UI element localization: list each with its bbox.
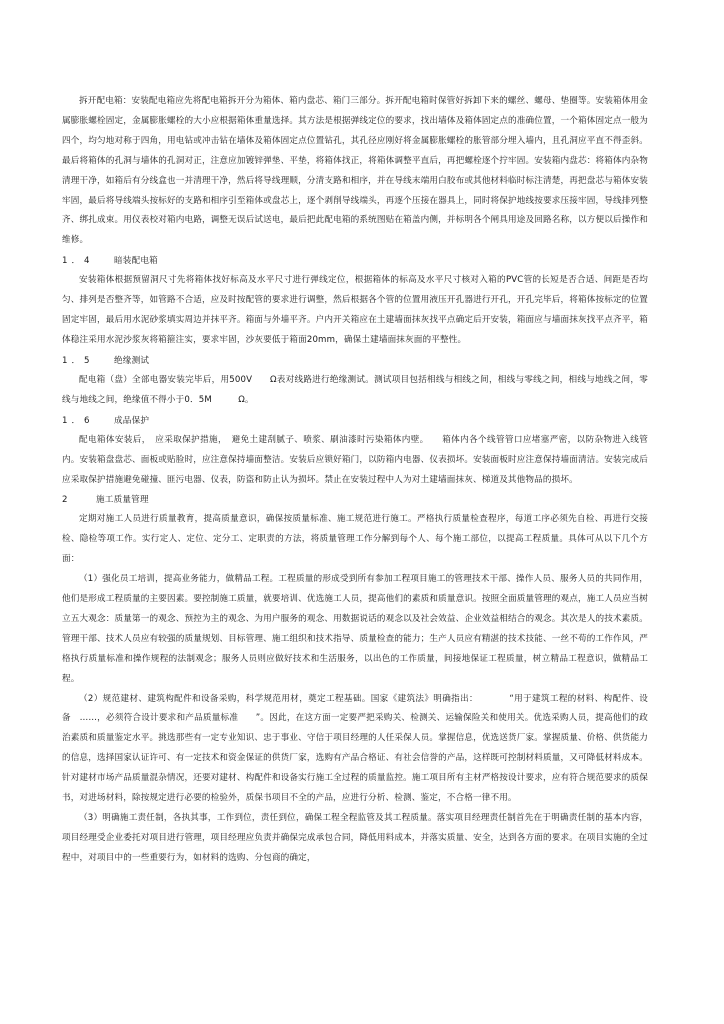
paragraph-insulation-test: 配电箱（盘）全部电器安装完毕后，用500V Ω表对线路进行绝缘测试。测试项目包括相线与相线之间，相线与零线之间，相线与地线之间，零线与地线之间，绝缘值不得小于0．5M Ω。 [62,374,648,405]
paragraph-open-distribution-box: 拆开配电箱：安装配电箱应先将配电箱拆开分为箱体、箱内盘芯、箱门三部分。拆开配电箱时保管好拆卸下来的螺丝、螺母、垫圈等。安装箱体用金属膨胀螺栓固定，金属膨胀螺栓的大小应根据箱体重量选择。其方法是根据弹线定位的要求，找出墙体及箱体固定点的准确位置，一个箱体固定点一般为四个，均匀地对称于四角，用电钻或冲击钻在墙体及箱体固定点位置钻孔，其孔径应刚好将金属膨胀螺栓的胀管部分埋入墙内，且孔洞应平直不得歪斜。最后将箱体的孔洞与墙体的孔洞对正，注意应加镀锌弹垫、平垫，将箱体找正，将箱体调整平直后，再把螺栓逐个拧牢固。安装箱内盘芯：将箱体内杂物清理干净，如箱后有分线盒也一并清理干净，然后将导线理顺，分清支路和相序，并在导线末端用白胶布或其他材料临时标注清楚，再把盘芯与箱体安装牢固，最后将导线端头按标好的支路和相序引至箱体或盘芯上，逐个剥削导线端头，再逐个压接在器具上，同时将保护地线按要求压接牢固，导线排列整齐、绑扎成束。用仪表校对箱内电路，调整无误后试送电，最后把此配电箱的系统图贴在箱盖内侧，并标明各个闸具用途及回路名称，以方便以后操作和维修。 [62,96,648,246]
heading-number: 1．4 [62,256,94,267]
paragraph-concealed-box: 安装箱体根据预留洞尺寸先将箱体找好标高及水平尺寸进行弹线定位，根据箱体的标高及水平尺寸核对入箱的PVC管的长短是否合适、间距是否均匀、排列是否整齐等，如管路不合适，应及时按配管的要求进行调整，然后根据各个管的位置用液压开孔器进行开孔，开孔完毕后，将箱体按标定的位置固定牢固，最后用水泥砂浆填实周边并抹平齐。箱面与外墙平齐。户内开关箱应在土建墙面抹灰找平点确定后开安装，箱面应与墙面抹灰找平点齐平，箱体稳注采用水泥沙浆灰将箱箍注实，要求牢固，沙灰要低于箱面20mm，确保土建墙面抹灰面的平整性。 [62,275,648,345]
heading-2 [62,490,648,510]
paragraph-material-procurement: （2）规范建材、建筑构配件和设备采购，科学规范用材，奠定工程基础。国家《建筑法》明确指出： “用于建筑工程的材料、构配件、设备 ……，必须符合设计要求和产品质量标准 ”。因此，在这方面一定要严把采购关、检测关、运输保险关和使用关。优选采购人员，提高他们的政治素质和质量鉴定水平。挑选那些有一定专业知识、忠于事业、守信于项目经理的人任采保人员。掌握信息，优选送货厂家。掌握质量、价格、供货能力的信息，选择国家认证许可、有一定技术和资金保证的供货厂家，选购有产品合格证、有社会信誉的产品，这样既可控制材料质量，又可降低材料成本。针对建材市场产品质量混杂情况，还要对建材、构配件和设备实行施工全过程的质量监控。施工项目所有主材严格按设计要求，应有符合规范要求的质保书，对进场材料，除按规定进行必要的检验外，质保书项目不全的产品，应进行分析、检测、鉴定，不合格一律不用。 [62,693,648,804]
heading-number: 2 [62,495,72,506]
heading-title: 成品保护 [114,415,150,426]
heading-1-4 [62,251,648,271]
heading-number: 1．5 [62,355,94,366]
paragraph-quality-intro: 定期对施工人员进行质量教育，提高质量意识，确保按质量标准、施工规范进行施工。严格执行质量检查程序，每道工序必须先自检、再进行交接检、隐检等项工作。实行定人、定位、定分工、定职责的方法，将质量管理工作分解到每个人、每个施工部位，以提高工程质量。具体可从以下几个方面： [62,514,648,565]
heading-1-5 [62,351,648,371]
paragraph-product-protection: 配电箱体安装后， 应采取保护措施， 避免土建刮腻子、喷浆、刷油漆时污染箱体内壁。 箱体内各个线管管口应堵塞严密，以防杂物进入线管内。安装箱盘盘芯、面板或贴脸时，应注意保持墙面整洁。安装后应锁好箱门，以防箱内电器、仪表损坏。安装面板时应注意保持墙面清洁。安装完成后应采取保护措施避免碰撞、匪污电器、仪表，防盗和防止认为损坏。禁止在安装过程中人为对土建墙面抹灰、梯道及其他物品的损坏。 [62,434,648,485]
paragraph-responsibility-system: （3）明确施工责任制，各执其事，工作到位，责任到位，确保工程全程监管及其工程质量。落实项目经理责任制首先在于明确责任制的基本内容，项目经理受企业委托对项目进行管理，项目经理应负责并确保完成承包合同，降低用料成本，并落实质量、安全，达到各方面的要求。在项目实施的全过程中，对项目中的一些重要行为，如材料的选购、分包商的确定， [62,813,648,863]
heading-number: 1．6 [62,415,94,426]
heading-1-6 [62,411,648,431]
heading-title: 绝缘测试 [114,355,150,366]
heading-title: 暗装配电箱 [114,256,158,267]
heading-title: 施工质量管理 [96,495,149,506]
paragraph-staff-training: （1）强化员工培训，提高业务能力，做精品工程。工程质量的形成受到所有参加工程项目施工的管理技术干部、操作人员、服务人员的共同作用，他们是形成工程质量的主要因素。要控制施工质量，就要培训、优选施工人员，提高他们的素质和质量意识。按照全面质量管理的观点，施工人员应当树立五大观念：质量第一的观念、预控为主的观念、为用户服务的观念、用数据说话的观念以及社会效益、企业效益相结合的观念。其次是人的技术素质。管理干部、技术人员应有较强的质量规划、目标管理、施工组织和技术指导、质量检查的能力；生产人员应有精湛的技术技能、一丝不苟的工作作风，严格执行质量标准和操作规程的法制观念；服务人员则应做好技术和生活服务，以出色的工作质量，间接地保证工程质量，树立精品工程意识，做精品工程。 [62,574,648,684]
